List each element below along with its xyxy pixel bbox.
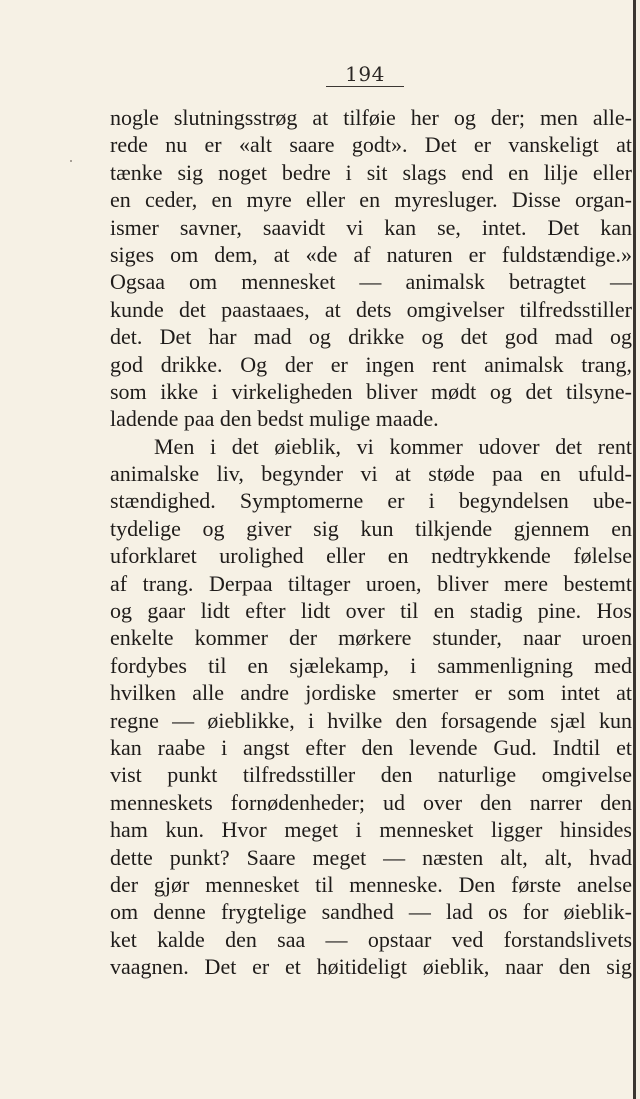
text-line: om denne frygtelige sandhed — lad os for øieblik- [110,899,632,925]
text-line: tænke sig noget bedre i sit slags end en lilje eller [110,159,632,185]
text-line: der gjør mennesket til menneske. Den første anelse [110,871,632,897]
text-line: og gaar lidt efter lidt over til en stadig pine. Hos [110,598,632,624]
text-line: enkelte kommer der mørkere stunder, naar uroen [110,625,632,651]
body-text [110,104,632,981]
text-line: hvilken alle andre jordiske smerter er som intet at [110,680,632,706]
text-line: ham kun. Hvor meget i mennesket ligger hinsides [110,817,632,843]
text-line: Ogsaa om mennesket — animalsk betragtet — [110,269,632,295]
text-line: animalske liv, begynder vi at støde paa en ufuld- [110,461,632,487]
text-line: uforklaret urolighed eller en nedtrykkende følelse [110,543,632,569]
text-line: stændighed. Symptomerne er i begyndelsen ube- [110,488,632,514]
text-line: Men i det øieblik, vi kommer udover det rent [154,433,632,459]
text-line: rede nu er «alt saare godt». Det er vanskeligt at [110,132,632,158]
text-line: tydelige og giver sig kun tilkjende gjennem en [110,515,632,541]
page-number-rule [326,86,404,87]
paper-speck [70,160,72,162]
text-line: vist punkt tilfredsstiller den naturlige omgivelse [110,762,632,788]
text-line: fordybes til en sjælekamp, i sammenligning med [110,652,632,678]
text-line: nogle slutningsstrøg at tilføie her og der; men alle- [110,105,632,130]
text-line: vaagnen. Det er et høitideligt øieblik, naar den sig [110,954,632,980]
text-line: en ceder, en myre eller en myresluger. Disse organ- [110,187,632,213]
text-line: ladende paa den bedst mulige maade. [110,406,439,432]
page-number: 194 [345,62,385,86]
text-line: ismer savner, saavidt vi kan se, intet. Det kan [110,214,632,240]
text-line: regne — øieblikke, i hvilke den forsagende sjæl kun [110,707,632,733]
text-line: det. Det har mad og drikke og det god mad og [110,324,632,350]
text-line: siges om dem, at «de af naturen er fuldstændige.» [110,241,632,267]
text-line: af trang. Derpaa tiltager uroen, bliver mere bestemt [110,570,632,596]
text-line: kan raabe i angst efter den levende Gud. Indtil et [110,734,632,760]
text-line: menneskets fornødenheder; ud over den narrer den [110,789,632,815]
text-line: kunde det paastaaes, at dets omgivelser tilfredsstiller [110,296,632,322]
text-line: god drikke. Og der er ingen rent animalsk trang, [110,351,632,377]
text-line: ket kalde den saa — opstaar ved forstandslivets [110,926,632,952]
text-line: dette punkt? Saare meget — næsten alt, alt, hvad [110,844,632,870]
text-line: som ikke i virkeligheden bliver mødt og det tilsyne- [110,378,632,404]
